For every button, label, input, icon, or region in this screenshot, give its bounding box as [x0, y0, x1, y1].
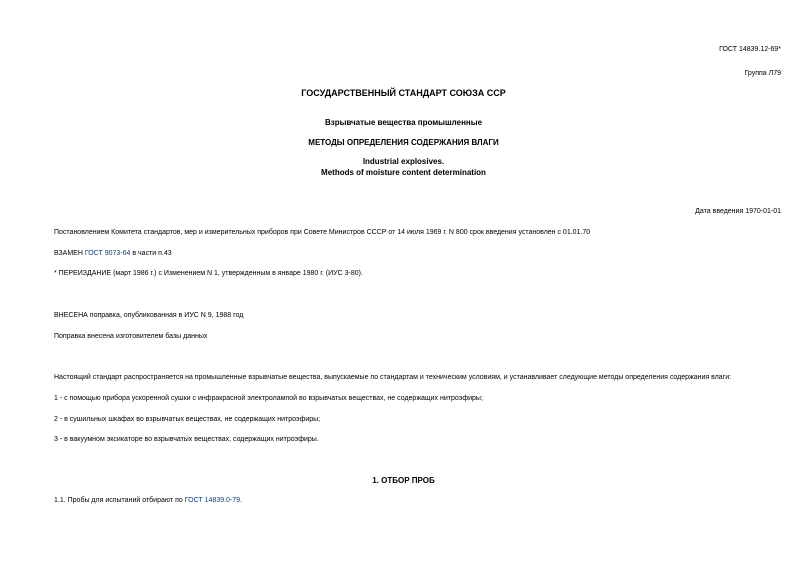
title-method: МЕТОДЫ ОПРЕДЕЛЕНИЯ СОДЕРЖАНИЯ ВЛАГИ — [308, 138, 499, 147]
title-state-standard: ГОСУДАРСТВЕННЫЙ СТАНДАРТ СОЮЗА ССР — [301, 88, 506, 98]
scope-paragraph: Настоящий стандарт распространяется на промышленные взрывчатые вещества, выпускаемые по стандартам и техническим условиям, и устанавливает следующие методы определения содержания влаги: — [54, 374, 732, 381]
method-item-1: 1 - с помощью прибора ускоренной сушки с инфракрасной электролампой во взрывчатых веществах, не содержащих нитроэфиры; — [54, 395, 483, 402]
gost-14839-0-79-link[interactable]: ГОСТ 14839.0-79 — [184, 497, 241, 504]
replaces-prefix: ВЗАМЕН — [54, 250, 85, 257]
doc-number: ГОСТ 14839.12-69* — [719, 46, 781, 53]
section-1-paragraph-1 — [54, 497, 242, 504]
intro-date: Дата введения 1970-01-01 — [695, 208, 781, 215]
section-1-p1-suffix: . — [240, 497, 243, 504]
replaces-paragraph — [54, 250, 172, 257]
method-item-2: 2 - в сушильных шкафах во взрывчатых веществах, не содержащих нитроэфиры; — [54, 416, 321, 423]
reissue-paragraph: * ПЕРЕИЗДАНИЕ (март 1986 г.) с Изменением N 1, утвержденным в январе 1980 г. (ИУС 3-80). — [54, 270, 363, 277]
method-item-3: 3 - в вакуумном эксикаторе во взрывчатых веществах, содержащих нитроэфиры. — [54, 436, 319, 443]
title-english-line1: Industrial explosives. — [362, 157, 445, 166]
title-english-line2: Methods of moisture content determination — [321, 168, 486, 177]
replaces-suffix: в части п.43 — [130, 250, 172, 257]
gost-9073-64-link[interactable]: ГОСТ 9073-64 — [84, 250, 131, 257]
title-subject: Взрывчатые вещества промышленные — [324, 118, 483, 127]
section-1-p1-prefix: 1.1. Пробы для испытаний отбирают по — [54, 497, 185, 504]
amendment-paragraph: ВНЕСЕНА поправка, опубликованная в ИУС N 9, 1988 год — [54, 312, 244, 319]
doc-group: Группа Л79 — [744, 70, 781, 77]
amendment-note-paragraph: Поправка внесена изготовителем базы данных — [54, 333, 208, 340]
resolution-paragraph: Постановлением Комитета стандартов, мер и измерительных приборов при Совете Министров СССР от 14 июля 1969 г. N 800 срок введения установлен с 01.01.70 — [54, 229, 591, 236]
section-1-heading: 1. ОТБОР ПРОБ — [372, 476, 435, 485]
